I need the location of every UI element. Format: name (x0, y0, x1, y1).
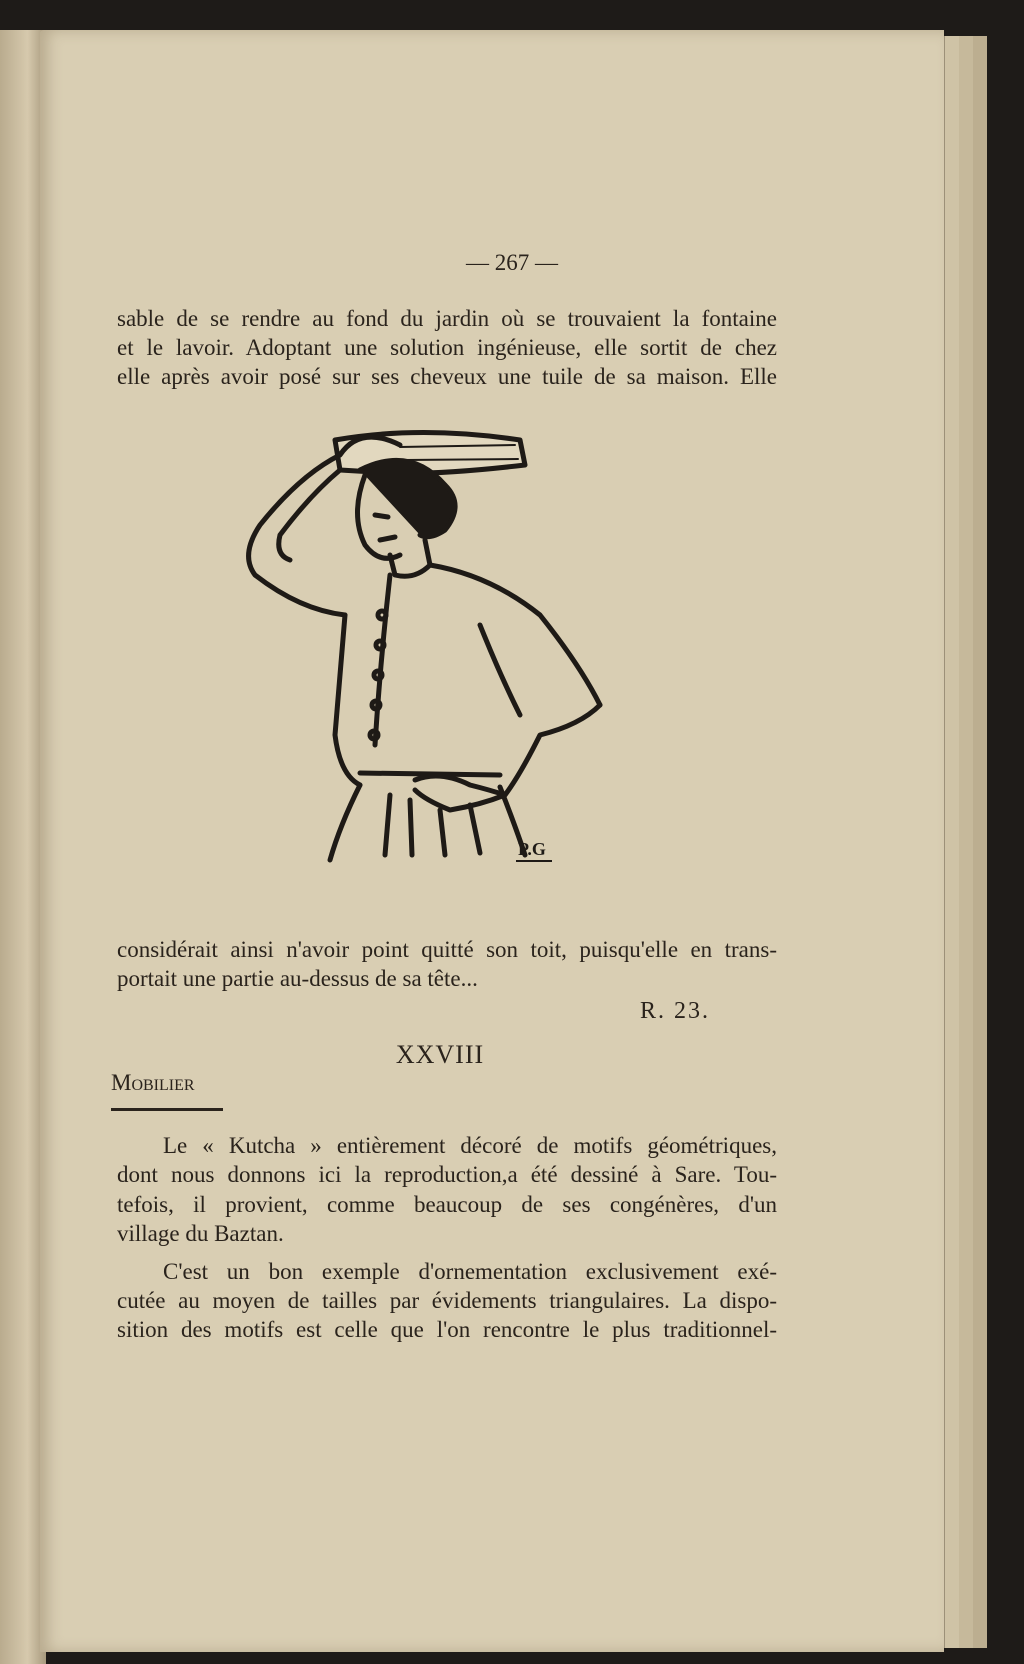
text-line: et le lavoir. Adoptant une solution ingénieuse, elle sortit de chez (117, 335, 777, 360)
page-stack-edge (972, 36, 987, 1648)
text-line: sable de se rendre au fond du jardin où se trouvaient la fontaine (117, 306, 777, 331)
text-line: elle après avoir posé sur ses cheveux une tuile de sa maison. Elle (117, 364, 777, 389)
text-line: dont nous donnons ici la reproduction,a été dessiné à Sare. Tou- (117, 1162, 777, 1187)
reference-signature: R. 23. (640, 998, 711, 1024)
text-line: considérait ainsi n'avoir point quitté son toit, puisqu'elle en trans- (117, 937, 777, 962)
page-stack-edge (944, 36, 959, 1648)
chapter-number: XXVIII (395, 1040, 485, 1069)
woman-with-tile-illustration (240, 415, 650, 915)
page-number: — 267 — (466, 250, 558, 275)
text-line: village du Baztan. (117, 1221, 284, 1246)
text-line: sition des motifs est celle que l'on rencontre le plus traditionnel- (117, 1317, 777, 1342)
text-line: cutée au moyen de tailles par évidements triangulaires. La dispo- (117, 1288, 777, 1313)
illustrator-signature: P.G (518, 839, 546, 859)
section-title: Mobilier (111, 1070, 195, 1095)
page-stack-edge (958, 36, 973, 1648)
text-line: tefois, il provient, comme beaucoup de ses congénères, d'un (117, 1192, 777, 1217)
section-underline (111, 1108, 223, 1111)
text-line: Le « Kutcha » entièrement décoré de motifs géométriques, (163, 1133, 777, 1158)
text-line: C'est un bon exemple d'ornementation exclusivement exé- (163, 1259, 777, 1284)
text-line: portait une partie au-dessus de sa tête... (117, 966, 478, 991)
